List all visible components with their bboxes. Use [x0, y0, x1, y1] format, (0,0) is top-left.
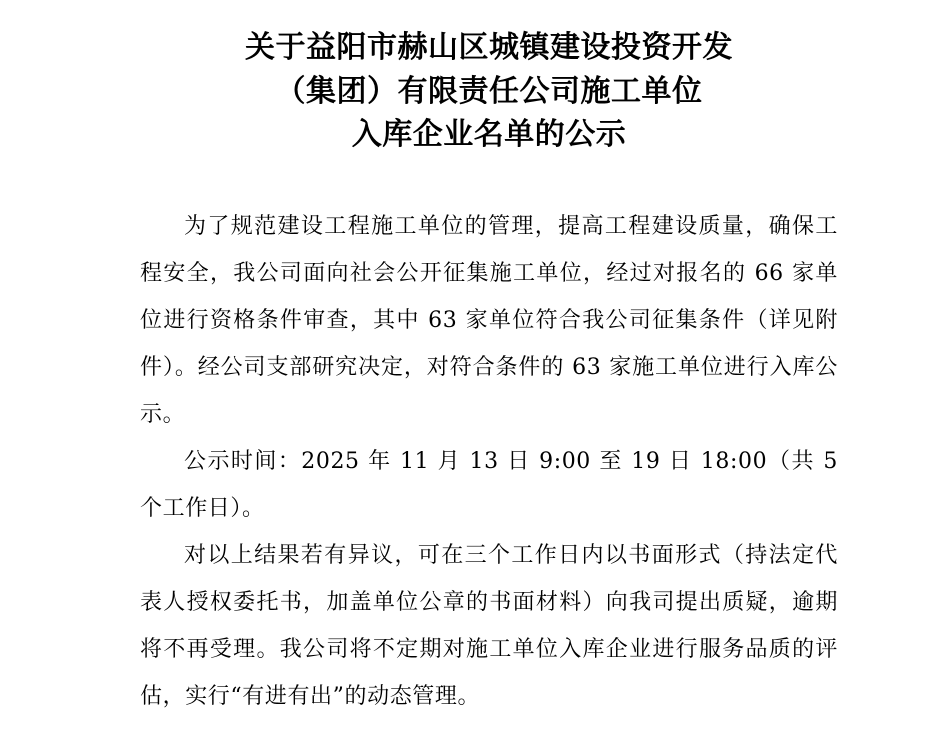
page-title-line-2: （集团）有限责任公司施工单位 — [275, 73, 703, 109]
page-title-line-3: 入库企业名单的公示 — [351, 117, 627, 152]
body-paragraph-2: 公示时间：2025 年 11 月 13 日 9:00 至 19 日 18:00（共 5 个工作日）。 — [140, 448, 838, 521]
page-title — [140, 18, 838, 157]
body-paragraph-1: 为了规范建设工程施工单位的管理，提高工程建设质量，确保工程安全，我公司面向社会公开征集施工单位，经过对报名的 66 家单位进行资格条件审查，其中 63 家单位符合我公司征集条件（详见附件）。经公司支部研究决定，对符合条件的 63 家施工单位进行入库公示。 — [140, 213, 838, 427]
document-body — [140, 203, 838, 720]
body-paragraph-3: 对以上结果若有异议，可在三个工作日内以书面形式（持法定代表人授权委托书，加盖单位公章的书面材料）向我司提出质疑，逾期将不再受理。我公司将不定期对施工单位入库企业进行服务品质的评估，实行“有进有出”的动态管理。 — [140, 542, 838, 709]
page-title-line-1: 关于益阳市赫山区城镇建设投资开发 — [245, 30, 733, 65]
